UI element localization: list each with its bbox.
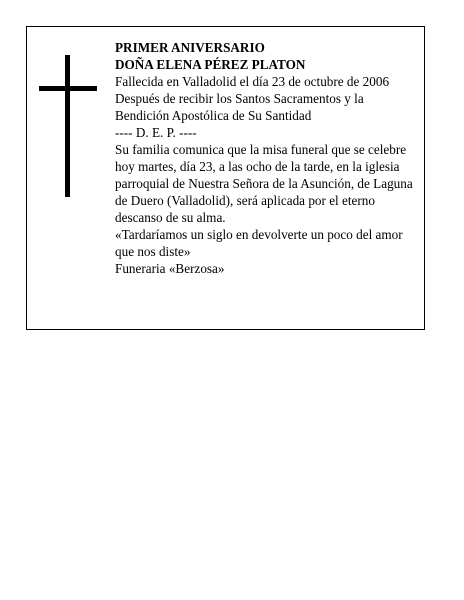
obituary-notice: [26, 26, 425, 330]
announcement-text: Su familia comunica que la misa funeral que se celebre hoy martes, día 23, a las ocho de la tarde, en la iglesia parroquial de Nuestra Señora de la Asunción, de Laguna de Duero (Valladolid), será aplicada por el eterno descanso de su alma.: [115, 142, 413, 225]
cross-horizontal-bar: [39, 86, 97, 91]
notice-title: PRIMER ANIVERSARIO: [115, 40, 265, 55]
rip-line: ---- D. E. P. ----: [115, 125, 197, 140]
cross-vertical-bar: [65, 55, 70, 197]
memorial-quote: «Tardaríamos un siglo en devolverte un poco del amor que nos diste»: [115, 227, 403, 259]
funeral-home: Funeraria «Berzosa»: [115, 261, 225, 276]
deceased-name: DOÑA ELENA PÉREZ PLATON: [115, 57, 306, 72]
cross-icon: [39, 55, 97, 197]
notice-text-block: [115, 39, 419, 277]
death-info: Fallecida en Valladolid el día 23 de octubre de 2006: [115, 74, 390, 89]
sacraments-text: Después de recibir los Santos Sacramentos y la Bendición Apostólica de Su Santidad: [115, 91, 364, 123]
